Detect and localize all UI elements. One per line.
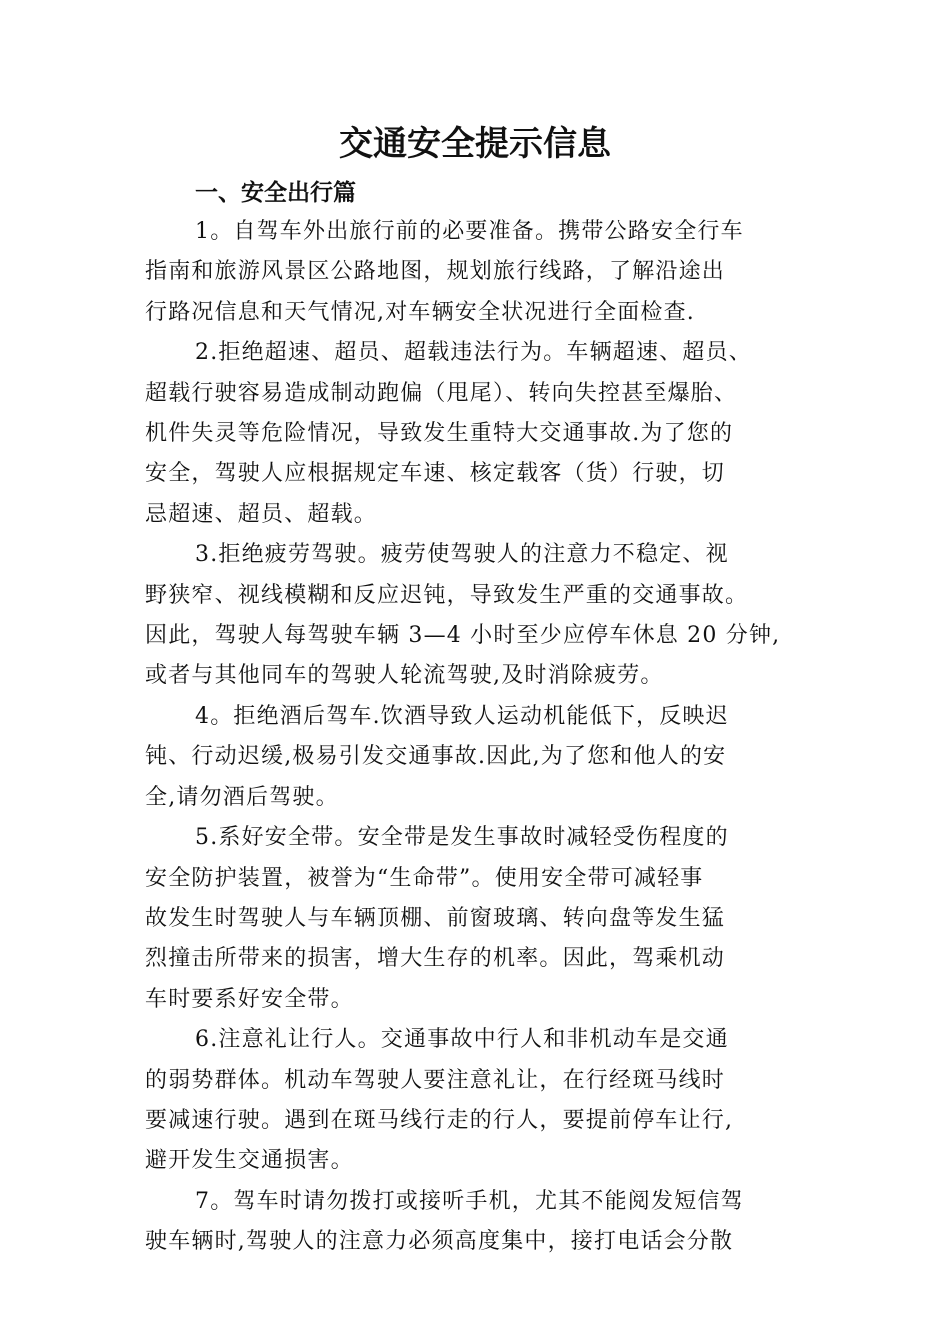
paragraph-line: 车时要系好安全带。 [145,986,354,1012]
paragraph-line: 2.拒绝超速、超员、超载违法行为。车辆超速、超员、 [195,340,752,366]
paragraph-line: 驶车辆时,驾驶人的注意力必须高度集中，接打电话会分散 [145,1229,734,1255]
paragraph [145,333,815,535]
paragraph [145,212,815,333]
paragraph-line: 超载行驶容易造成制动跑偏（甩尾）、转向失控甚至爆胎、 [145,380,738,406]
paragraph-line: 7。驾车时请勿拨打或接听手机，尤其不能阅发短信驾 [195,1188,744,1214]
paragraph [145,535,815,697]
section-heading: 一、安全出行篇 [195,180,356,206]
document-title: 交通安全提示信息 [339,124,611,164]
paragraph-line: 忌超速、超员、超载。 [145,501,378,527]
paragraph-line: 的弱势群体。机动车驾驶人要注意礼让，在行经斑马线时 [145,1067,726,1093]
paragraph-line: 或者与其他同车的驾驶人轮流驾驶,及时消除疲劳。 [145,663,664,689]
paragraph-line: 3.拒绝疲劳驾驶。疲劳使驾驶人的注意力不稳定、视 [195,542,729,568]
paragraph-line: 安全，驾驶人应根据规定车速、核定载客（货）行驶，切 [145,461,726,487]
paragraph-line: 要减速行驶。遇到在斑马线行走的行人，要提前停车让行, [145,1107,734,1133]
paragraph-line: 行路况信息和天气情况,对车辆安全状况进行全面检查. [145,299,695,325]
paragraph-line: 故发生时驾驶人与车辆顶棚、前窗玻璃、转向盘等发生猛 [145,905,726,931]
paragraph [145,1020,815,1182]
paragraph-line: 6.注意礼让行人。交通事故中行人和非机动车是交通 [195,1027,729,1053]
paragraph-line: 1。自驾车外出旅行前的必要准备。携带公路安全行车 [195,219,744,244]
paragraph-line: 野狭窄、视线模糊和反应迟钝，导致发生严重的交通事故。 [145,582,749,608]
paragraph [145,818,815,1020]
paragraph-line: 钝、行动迟缓,极易引发交通事故.因此,为了您和他人的安 [145,744,727,770]
paragraph [145,697,815,818]
paragraph-line: 避开发生交通损害。 [145,1148,354,1174]
paragraph-line: 指南和旅游风景区公路地图，规划旅行线路，了解沿途出 [145,259,726,285]
paragraph-line: 机件失灵等危险情况，导致发生重特大交通事故.为了您的 [145,421,734,447]
paragraph-line: 5.系好安全带。安全带是发生事故时减轻受伤程度的 [195,825,729,851]
paragraph-line: 全,请勿酒后驾驶。 [145,784,339,810]
paragraph-line: 安全防护装置，被誉为“生命带”。使用安全带可减轻事 [145,865,704,891]
paragraph-line: 烈撞击所带来的损害，增大生存的机率。因此，驾乘机动 [145,946,726,972]
paragraph [145,1182,815,1263]
paragraph-line: 4。拒绝酒后驾车.饮酒导致人运动机能低下，反映迟 [195,703,729,729]
paragraph-line: 因此，驾驶人每驾驶车辆 3—4 小时至少应停车休息 20 分钟, [145,623,781,649]
document-body [145,212,815,1263]
